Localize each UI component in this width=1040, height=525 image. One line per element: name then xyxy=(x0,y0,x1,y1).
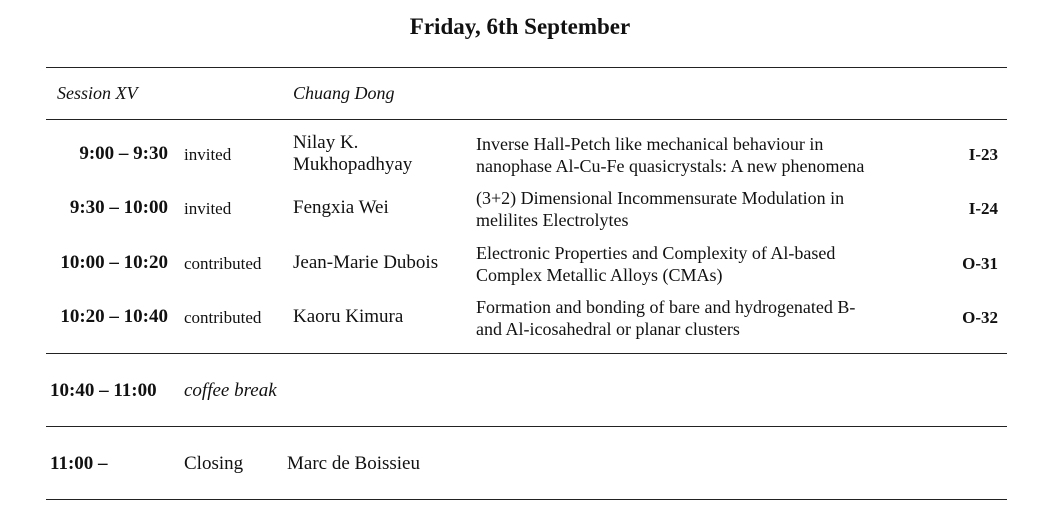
speaker-name: Jean-Marie Dubois xyxy=(293,252,439,273)
time-slot: 9:30 – 10:00 xyxy=(69,197,168,218)
talk-type: contributed xyxy=(184,308,262,327)
speaker-name: Kaoru Kimura xyxy=(293,306,404,327)
talk-title-line: nanophase Al-Cu-Fe quasicrystals: A new phenomena xyxy=(476,156,865,176)
top-rule xyxy=(46,67,1007,68)
speaker-name xyxy=(293,132,412,176)
talk-title-line: Complex Metallic Alloys (CMAs) xyxy=(476,265,723,285)
page-title: Friday, 6th September xyxy=(409,14,631,39)
talk-code: O-32 xyxy=(962,308,998,327)
talk-type: invited xyxy=(184,199,232,218)
session-chair: Chuang Dong xyxy=(293,83,395,103)
talk-title-line: (3+2) Dimensional Incommensurate Modulation in xyxy=(476,188,845,208)
break-label: coffee break xyxy=(184,380,277,401)
time-slot: 10:20 – 10:40 xyxy=(60,306,168,327)
session-label: Session XV xyxy=(57,83,138,103)
speaker-name-line: Mukhopadhyay xyxy=(293,154,413,175)
speaker-name: Fengxia Wei xyxy=(293,197,389,218)
bottom-rule xyxy=(46,499,1007,500)
closing-time: 11:00 – xyxy=(50,453,108,474)
talk-title-line: Formation and bonding of bare and hydrogenated B- xyxy=(476,297,856,317)
talk-title-line: Electronic Properties and Complexity of Al-based xyxy=(476,243,836,263)
talk-code: I-23 xyxy=(968,145,998,164)
talk-type: contributed xyxy=(184,254,262,273)
speaker-name-line: Nilay K. xyxy=(293,132,359,153)
talk-title xyxy=(476,187,844,231)
talk-title xyxy=(476,296,855,340)
break-end-rule xyxy=(46,426,1007,427)
talk-title xyxy=(476,133,864,177)
talk-type: invited xyxy=(184,145,232,164)
closing-speaker: Marc de Boissieu xyxy=(287,453,420,474)
break-time: 10:40 – 11:00 xyxy=(50,380,157,401)
closing-label: Closing xyxy=(184,453,244,474)
talk-title-line: melilites Electrolytes xyxy=(476,210,629,230)
session-rule xyxy=(46,119,1007,120)
talk-code: I-24 xyxy=(968,199,998,218)
talk-code: O-31 xyxy=(962,254,998,273)
time-slot: 9:00 – 9:30 xyxy=(79,143,168,164)
talks-end-rule xyxy=(46,353,1007,354)
talk-title-line: and Al-icosahedral or planar clusters xyxy=(476,319,740,339)
talk-title-line: Inverse Hall-Petch like mechanical behaviour in xyxy=(476,134,824,154)
talk-title xyxy=(476,242,835,286)
time-slot: 10:00 – 10:20 xyxy=(60,252,168,273)
